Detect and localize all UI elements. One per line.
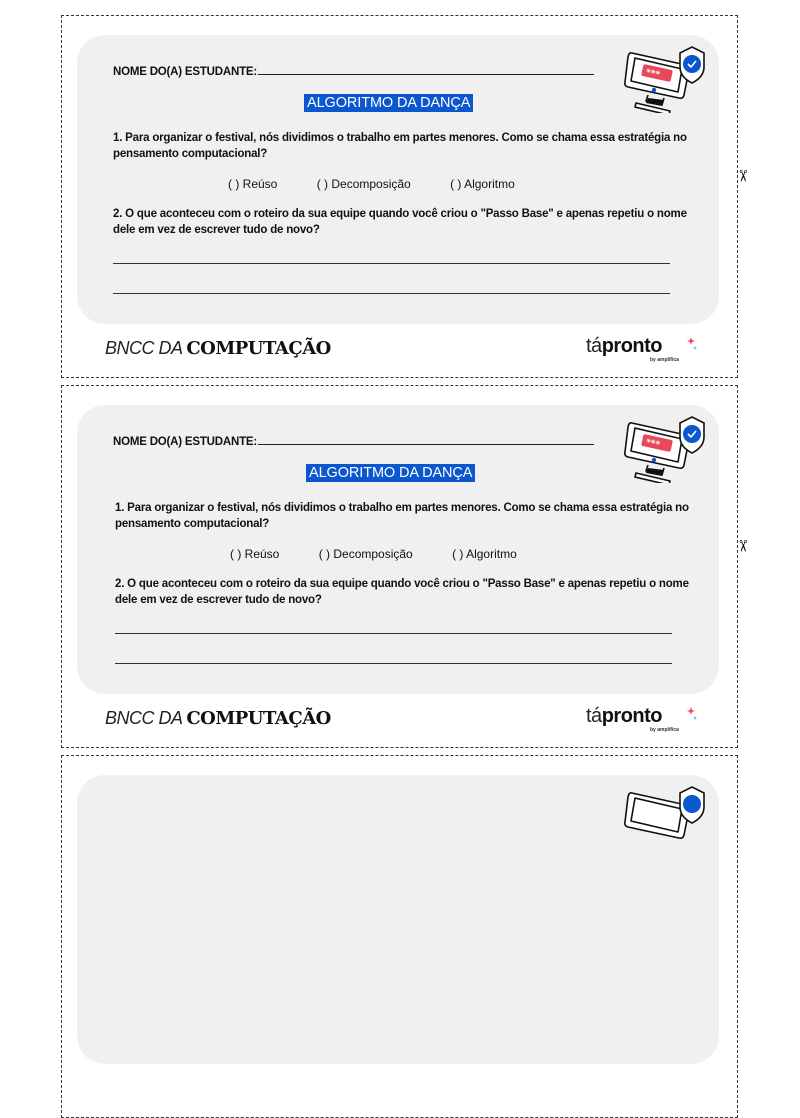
brand-light-text: BNCC DA xyxy=(105,338,187,358)
worksheet-panel xyxy=(77,35,719,324)
ta-pronto-logo xyxy=(586,335,679,363)
answer-line-2[interactable] xyxy=(115,663,672,664)
student-name-row xyxy=(113,434,594,448)
svg-text:***: *** xyxy=(644,67,661,81)
computer-password-shield-icon xyxy=(624,413,709,483)
logo-ta: tá xyxy=(586,335,602,357)
bncc-brand xyxy=(105,338,331,359)
worksheet-panel xyxy=(77,775,719,1064)
option-algoritmo[interactable]: ( ) Algoritmo xyxy=(450,177,515,191)
option-reuso[interactable]: ( ) Reúso xyxy=(230,547,280,561)
answer-line-1[interactable] xyxy=(115,633,672,634)
answer-line-1[interactable] xyxy=(113,263,670,264)
logo-pronto: pronto xyxy=(601,335,662,357)
computer-password-shield-icon xyxy=(624,43,709,113)
logo-by: by amplifica xyxy=(650,727,679,733)
ta-pronto-logo xyxy=(586,705,679,733)
worksheet-card-1 xyxy=(61,15,738,378)
question-1: 1. Para organizar o festival, nós dividimos o trabalho em partes menores. Como se chama essa estratégia no pensamento computacional? xyxy=(115,502,689,530)
answer-line-2[interactable] xyxy=(113,293,670,294)
logo-by: by amplifica xyxy=(650,357,679,363)
option-reuso[interactable]: ( ) Reúso xyxy=(228,177,278,191)
bncc-brand xyxy=(105,708,331,729)
question-1: 1. Para organizar o festival, nós dividimos o trabalho em partes menores. Como se chama essa estratégia no pensamento computacional? xyxy=(113,132,687,160)
logo-pronto: pronto xyxy=(601,705,662,727)
logo-ta: tá xyxy=(586,705,602,727)
question-1-options xyxy=(230,547,553,561)
brand-bold-text: COMPUTAÇÃO xyxy=(186,338,331,359)
scissor-icon: ✂ xyxy=(733,539,751,553)
worksheet-card-3 xyxy=(61,755,738,1118)
worksheet-panel xyxy=(77,405,719,694)
question-1-options xyxy=(228,177,551,191)
student-name-label: NOME DO(A) ESTUDANTE: xyxy=(113,66,258,78)
scissor-icon: ✂ xyxy=(733,169,751,183)
worksheet-card-2 xyxy=(61,385,738,748)
student-name-row xyxy=(113,64,594,78)
brand-light-text: BNCC DA xyxy=(105,708,187,728)
option-decomposicao[interactable]: ( ) Decomposição xyxy=(316,177,411,191)
option-decomposicao[interactable]: ( ) Decomposição xyxy=(318,547,413,561)
student-name-field[interactable] xyxy=(258,434,594,445)
sparkle-icon xyxy=(687,707,697,723)
sparkle-icon xyxy=(687,337,697,353)
question-2: 2. O que aconteceu com o roteiro da sua equipe quando você criou o "Passo Base" e apenas repetiu o nome dele em vez de escrever tudo de novo? xyxy=(113,208,687,236)
worksheet-title: ALGORITMO DA DANÇA xyxy=(306,464,475,482)
brand-bold-text: COMPUTAÇÃO xyxy=(186,708,331,729)
student-name-label: NOME DO(A) ESTUDANTE: xyxy=(113,436,258,448)
student-name-field[interactable] xyxy=(258,64,594,75)
question-2: 2. O que aconteceu com o roteiro da sua equipe quando você criou o "Passo Base" e apenas repetiu o nome dele em vez de escrever tudo de novo? xyxy=(115,578,689,606)
svg-text:***: *** xyxy=(644,437,661,451)
worksheet-title: ALGORITMO DA DANÇA xyxy=(304,94,473,112)
computer-password-shield-icon xyxy=(624,783,709,853)
option-algoritmo[interactable]: ( ) Algoritmo xyxy=(452,547,517,561)
